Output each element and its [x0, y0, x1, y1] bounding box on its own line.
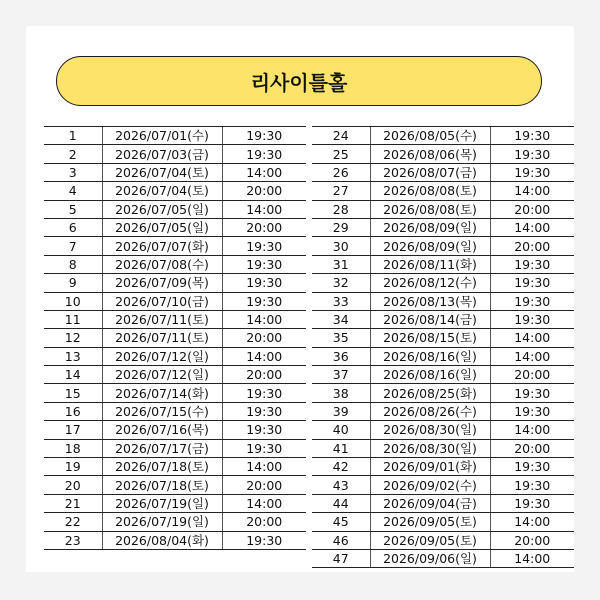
performance-date: 2026/07/11(토) [102, 310, 222, 328]
table-row [312, 531, 574, 549]
performance-time: 14:00 [490, 513, 574, 531]
performance-number: 43 [312, 476, 370, 494]
performance-number: 40 [312, 421, 370, 439]
table-row [44, 366, 306, 384]
performance-time: 14:00 [222, 494, 306, 512]
performance-date: 2026/07/08(수) [102, 255, 222, 273]
performance-time: 19:30 [490, 163, 574, 181]
table-row [312, 458, 574, 476]
performance-date: 2026/08/26(수) [370, 402, 490, 420]
performance-date: 2026/07/15(수) [102, 402, 222, 420]
performance-time: 14:00 [490, 182, 574, 200]
performance-number: 17 [44, 421, 102, 439]
performance-time: 20:00 [222, 182, 306, 200]
performance-time: 19:30 [490, 310, 574, 328]
performance-number: 14 [44, 366, 102, 384]
performance-number: 33 [312, 292, 370, 310]
table-row [44, 200, 306, 218]
performance-number: 24 [312, 127, 370, 145]
table-row [312, 439, 574, 457]
table-row [44, 163, 306, 181]
performance-date: 2026/07/04(토) [102, 163, 222, 181]
performance-date: 2026/08/12(수) [370, 274, 490, 292]
performance-date: 2026/09/05(토) [370, 531, 490, 549]
performance-time: 19:30 [222, 255, 306, 273]
performance-number: 32 [312, 274, 370, 292]
performance-number: 12 [44, 329, 102, 347]
performance-date: 2026/07/05(일) [102, 200, 222, 218]
performance-number: 3 [44, 163, 102, 181]
performance-number: 30 [312, 237, 370, 255]
performance-date: 2026/08/14(금) [370, 310, 490, 328]
performance-number: 26 [312, 163, 370, 181]
table-row [44, 384, 306, 402]
performance-number: 20 [44, 476, 102, 494]
table-row [312, 237, 574, 255]
table-row [312, 494, 574, 512]
performance-number: 2 [44, 145, 102, 163]
table-row [44, 237, 306, 255]
performance-time: 19:30 [490, 476, 574, 494]
performance-number: 25 [312, 145, 370, 163]
performance-date: 2026/09/01(화) [370, 458, 490, 476]
performance-date: 2026/07/05(일) [102, 218, 222, 236]
performance-number: 45 [312, 513, 370, 531]
table-row [44, 182, 306, 200]
performance-date: 2026/08/09(일) [370, 237, 490, 255]
performance-time: 19:30 [222, 274, 306, 292]
performance-date: 2026/07/09(목) [102, 274, 222, 292]
performance-time: 14:00 [490, 347, 574, 365]
performance-time: 19:30 [490, 145, 574, 163]
performance-time: 19:30 [490, 402, 574, 420]
performance-time: 19:30 [222, 127, 306, 145]
performance-time: 20:00 [490, 439, 574, 457]
table-row [44, 347, 306, 365]
performance-time: 14:00 [490, 218, 574, 236]
performance-number: 15 [44, 384, 102, 402]
performance-time: 20:00 [222, 366, 306, 384]
performance-date: 2026/07/11(토) [102, 329, 222, 347]
performance-time: 14:00 [222, 347, 306, 365]
performance-date: 2026/07/10(금) [102, 292, 222, 310]
table-row [312, 200, 574, 218]
performance-date: 2026/08/04(화) [102, 531, 222, 549]
table-row [312, 549, 574, 567]
performance-number: 31 [312, 255, 370, 273]
table-row [44, 145, 306, 163]
performance-time: 14:00 [222, 163, 306, 181]
performance-time: 14:00 [490, 549, 574, 567]
performance-date: 2026/07/12(일) [102, 366, 222, 384]
table-row [44, 458, 306, 476]
performance-date: 2026/07/01(수) [102, 127, 222, 145]
performance-number: 42 [312, 458, 370, 476]
performance-time: 19:30 [222, 145, 306, 163]
performance-number: 36 [312, 347, 370, 365]
page-title: 리사이틀홀 [56, 56, 542, 106]
table-row [312, 366, 574, 384]
performance-number: 6 [44, 218, 102, 236]
performance-number: 18 [44, 439, 102, 457]
performance-number: 41 [312, 439, 370, 457]
table-row [312, 329, 574, 347]
table-row [44, 127, 306, 145]
performance-date: 2026/07/07(화) [102, 237, 222, 255]
performance-time: 19:30 [222, 402, 306, 420]
performance-date: 2026/08/25(화) [370, 384, 490, 402]
performance-time: 14:00 [490, 421, 574, 439]
table-row [312, 163, 574, 181]
table-row [312, 145, 574, 163]
performance-number: 5 [44, 200, 102, 218]
performance-number: 46 [312, 531, 370, 549]
performance-time: 19:30 [490, 292, 574, 310]
table-row [312, 421, 574, 439]
performance-time: 20:00 [222, 329, 306, 347]
performance-date: 2026/07/19(일) [102, 494, 222, 512]
performance-date: 2026/07/18(토) [102, 476, 222, 494]
performance-number: 47 [312, 549, 370, 567]
performance-number: 27 [312, 182, 370, 200]
table-row [312, 218, 574, 236]
performance-number: 19 [44, 458, 102, 476]
performance-date: 2026/07/18(토) [102, 458, 222, 476]
table-row [44, 439, 306, 457]
table-row [312, 127, 574, 145]
performance-date: 2026/07/14(화) [102, 384, 222, 402]
performance-time: 20:00 [222, 218, 306, 236]
performance-number: 23 [44, 531, 102, 549]
performance-time: 19:30 [490, 127, 574, 145]
performance-date: 2026/08/30(일) [370, 421, 490, 439]
performance-time: 19:30 [222, 237, 306, 255]
performance-date: 2026/09/05(토) [370, 513, 490, 531]
table-row [312, 255, 574, 273]
table-row [44, 329, 306, 347]
schedule-table-right [312, 126, 574, 568]
schedule-table-left [44, 126, 306, 550]
performance-number: 44 [312, 494, 370, 512]
performance-number: 21 [44, 494, 102, 512]
table-row [312, 476, 574, 494]
performance-time: 19:30 [222, 531, 306, 549]
performance-time: 19:30 [222, 292, 306, 310]
performance-number: 13 [44, 347, 102, 365]
performance-number: 37 [312, 366, 370, 384]
table-row [44, 255, 306, 273]
performance-time: 19:30 [222, 384, 306, 402]
performance-number: 28 [312, 200, 370, 218]
performance-date: 2026/08/11(화) [370, 255, 490, 273]
performance-time: 20:00 [490, 237, 574, 255]
performance-date: 2026/08/05(수) [370, 127, 490, 145]
performance-time: 14:00 [490, 329, 574, 347]
performance-time: 14:00 [222, 200, 306, 218]
performance-time: 19:30 [490, 458, 574, 476]
performance-number: 10 [44, 292, 102, 310]
performance-date: 2026/07/19(일) [102, 513, 222, 531]
table-row [44, 292, 306, 310]
table-row [44, 310, 306, 328]
performance-date: 2026/08/06(목) [370, 145, 490, 163]
table-row [44, 476, 306, 494]
performance-time: 20:00 [222, 513, 306, 531]
performance-number: 34 [312, 310, 370, 328]
table-row [312, 182, 574, 200]
performance-number: 39 [312, 402, 370, 420]
performance-date: 2026/07/17(금) [102, 439, 222, 457]
performance-number: 38 [312, 384, 370, 402]
performance-number: 4 [44, 182, 102, 200]
table-row [312, 384, 574, 402]
performance-date: 2026/07/16(목) [102, 421, 222, 439]
performance-time: 19:30 [222, 421, 306, 439]
performance-time: 14:00 [222, 458, 306, 476]
schedule-card [26, 26, 574, 572]
table-row [312, 402, 574, 420]
performance-date: 2026/09/04(금) [370, 494, 490, 512]
performance-time: 19:30 [222, 439, 306, 457]
performance-number: 11 [44, 310, 102, 328]
performance-time: 14:00 [222, 310, 306, 328]
performance-date: 2026/08/15(토) [370, 329, 490, 347]
performance-time: 19:30 [490, 494, 574, 512]
performance-number: 22 [44, 513, 102, 531]
performance-number: 35 [312, 329, 370, 347]
table-row [44, 402, 306, 420]
performance-number: 7 [44, 237, 102, 255]
performance-time: 19:30 [490, 384, 574, 402]
table-row [312, 513, 574, 531]
table-row [312, 310, 574, 328]
performance-time: 20:00 [490, 200, 574, 218]
performance-time: 20:00 [490, 366, 574, 384]
performance-date: 2026/07/04(토) [102, 182, 222, 200]
performance-date: 2026/09/02(수) [370, 476, 490, 494]
performance-date: 2026/08/30(일) [370, 439, 490, 457]
performance-date: 2026/07/03(금) [102, 145, 222, 163]
performance-date: 2026/08/08(토) [370, 200, 490, 218]
table-row [44, 274, 306, 292]
performance-number: 16 [44, 402, 102, 420]
performance-number: 1 [44, 127, 102, 145]
performance-date: 2026/08/13(목) [370, 292, 490, 310]
table-row [44, 421, 306, 439]
performance-number: 8 [44, 255, 102, 273]
table-row [312, 274, 574, 292]
performance-date: 2026/09/06(일) [370, 549, 490, 567]
performance-number: 29 [312, 218, 370, 236]
performance-number: 9 [44, 274, 102, 292]
table-row [44, 513, 306, 531]
table-row [312, 292, 574, 310]
performance-date: 2026/07/12(일) [102, 347, 222, 365]
table-row [44, 531, 306, 549]
table-row [312, 347, 574, 365]
performance-time: 20:00 [222, 476, 306, 494]
table-row [44, 218, 306, 236]
performance-time: 19:30 [490, 274, 574, 292]
performance-date: 2026/08/16(일) [370, 347, 490, 365]
performance-time: 20:00 [490, 531, 574, 549]
performance-time: 19:30 [490, 255, 574, 273]
performance-date: 2026/08/07(금) [370, 163, 490, 181]
performance-date: 2026/08/09(일) [370, 218, 490, 236]
performance-date: 2026/08/16(일) [370, 366, 490, 384]
performance-date: 2026/08/08(토) [370, 182, 490, 200]
table-row [44, 494, 306, 512]
